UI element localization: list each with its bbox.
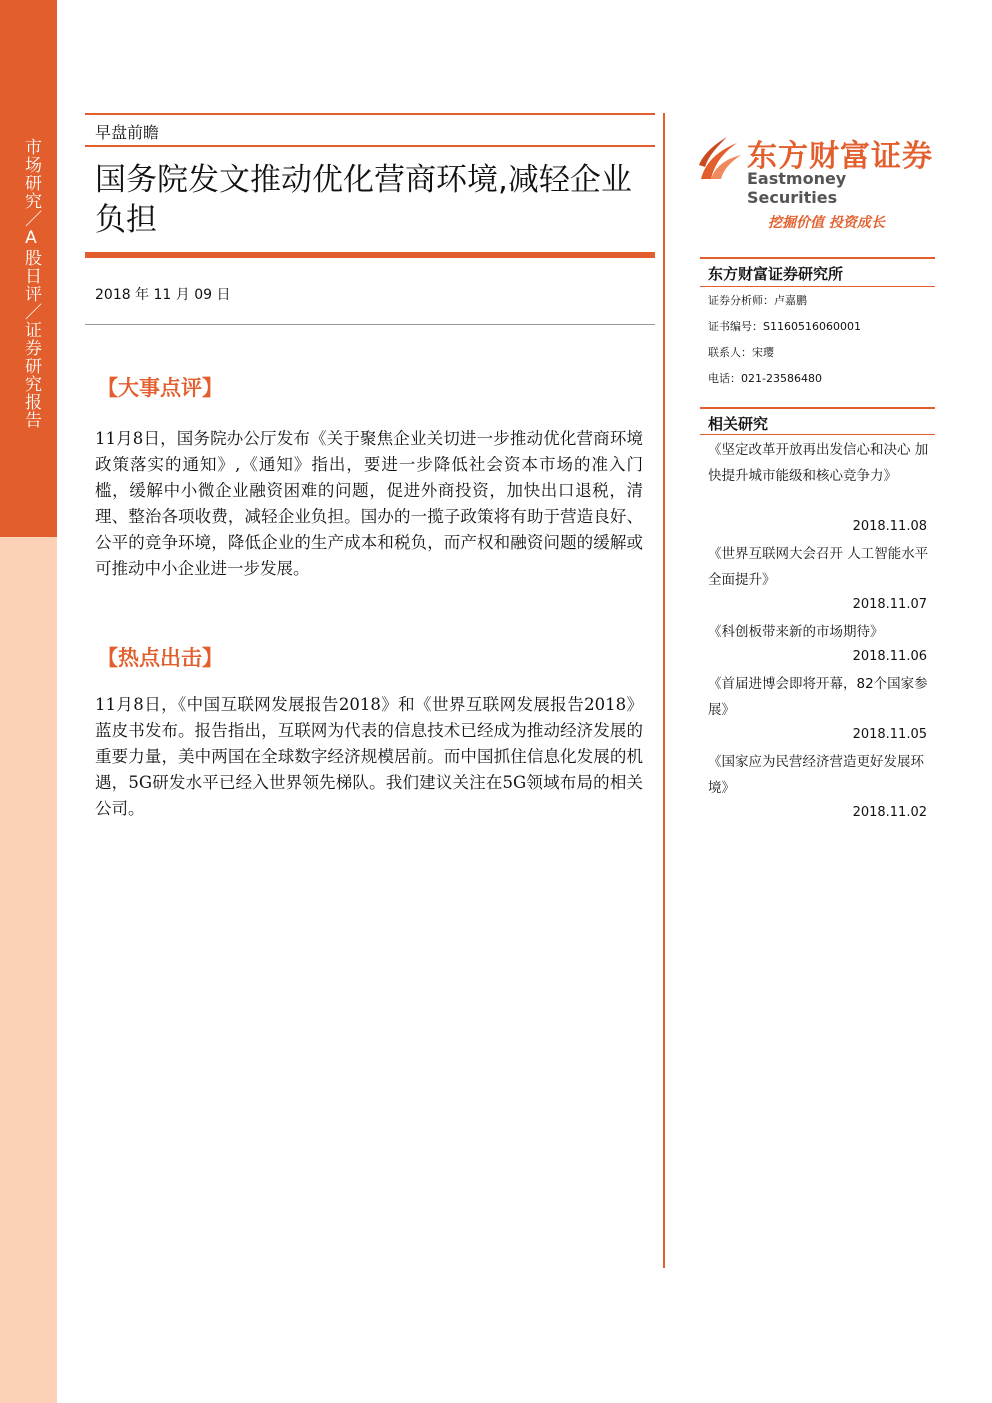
section-body-major-events: 11月8日，国务院办公厅发布《关于聚焦企业关切进一步推动优化营商环境政策落实的通知》,《通知》指出，要进一步降低社会资本市场的准入门槛，缓解中小微企业融资困难的问题，促进外商投资，加快出口退税，清理、整治各项收费，减轻企业负担。国办的一揽子政策将有助于营造良好、公平的竞争环境，降低企业的生产成本和税负，而产权和融资问题的缓解或可推动中小企业进一步发展。 bbox=[95, 429, 643, 578]
related-item-title[interactable]: 《世界互联网大会召开 人工智能水平全面提升》 bbox=[708, 546, 929, 588]
contact-phone: 电话：021-23586480 bbox=[708, 372, 822, 385]
related-item-date: 2018.11.07 bbox=[852, 597, 927, 612]
institute-top-rule bbox=[700, 257, 935, 259]
page-title: 国务院发文推动优化营商环境,减轻企业负担 bbox=[95, 162, 632, 238]
title-top-rule bbox=[85, 145, 655, 147]
institute-heading-rule bbox=[700, 286, 935, 287]
sidebar-band bbox=[0, 0, 57, 1403]
related-item-date: 2018.11.08 bbox=[852, 519, 927, 534]
analyst-cert: 证书编号：S1160516060001 bbox=[708, 320, 861, 333]
title-bottom-rule bbox=[85, 252, 655, 258]
related-heading-rule bbox=[700, 434, 935, 435]
column-divider bbox=[663, 113, 665, 1268]
brand-name-cn: 东方财富证券 bbox=[747, 139, 933, 174]
related-item-title[interactable]: 《坚定改革开放再出发信心和决心 加快提升城市能级和核心竞争力》 bbox=[708, 442, 929, 484]
related-item-date: 2018.11.05 bbox=[852, 727, 927, 742]
related-item-title[interactable]: 《科创板带来新的市场期待》 bbox=[708, 624, 884, 640]
header-top-rule bbox=[85, 113, 655, 115]
report-type-label: 早盘前瞻 bbox=[95, 123, 160, 142]
related-item-date: 2018.11.06 bbox=[852, 649, 927, 664]
brand-name-en: Eastmoney Securities bbox=[747, 169, 847, 207]
date-divider bbox=[85, 324, 655, 325]
section-body-hot-topics: 11月8日，《中国互联网发展报告2018》和《世界互联网发展报告2018》蓝皮书发布。报告指出，互联网为代表的信息技术已经成为推动经济发展的重要力量，美中两国在全球数字经济规模居前。而中国抓住信息化发展的机遇，5G研发水平已经入世界领先梯队。我们建议关注在5G领域布局的相关公司。 bbox=[95, 695, 643, 818]
related-item-title[interactable]: 《国家应为民营经济营造更好发展环境》 bbox=[708, 754, 924, 796]
section-heading-hot-topics: 【热点出击】 bbox=[97, 645, 223, 670]
section-heading-major-events: 【大事点评】 bbox=[97, 375, 223, 400]
contact-person: 联系人：宋璎 bbox=[708, 346, 774, 359]
flame-logo-icon bbox=[697, 135, 743, 183]
brand-slogan: 挖掘价值 投资成长 bbox=[768, 215, 885, 231]
sidebar-category-label: 市场研究／A股日评／证券研究报告 bbox=[21, 138, 41, 429]
related-heading: 相关研究 bbox=[708, 415, 769, 433]
related-top-rule bbox=[700, 407, 935, 409]
related-item-title[interactable]: 《首届进博会即将开幕，82个国家参展》 bbox=[708, 676, 928, 718]
institute-heading: 东方财富证券研究所 bbox=[708, 265, 844, 283]
related-item-date: 2018.11.02 bbox=[852, 805, 927, 820]
brand-logo bbox=[697, 131, 937, 207]
analyst-name: 证券分析师：卢嘉鹏 bbox=[708, 294, 807, 307]
report-date: 2018 年 11 月 09 日 bbox=[95, 287, 231, 303]
